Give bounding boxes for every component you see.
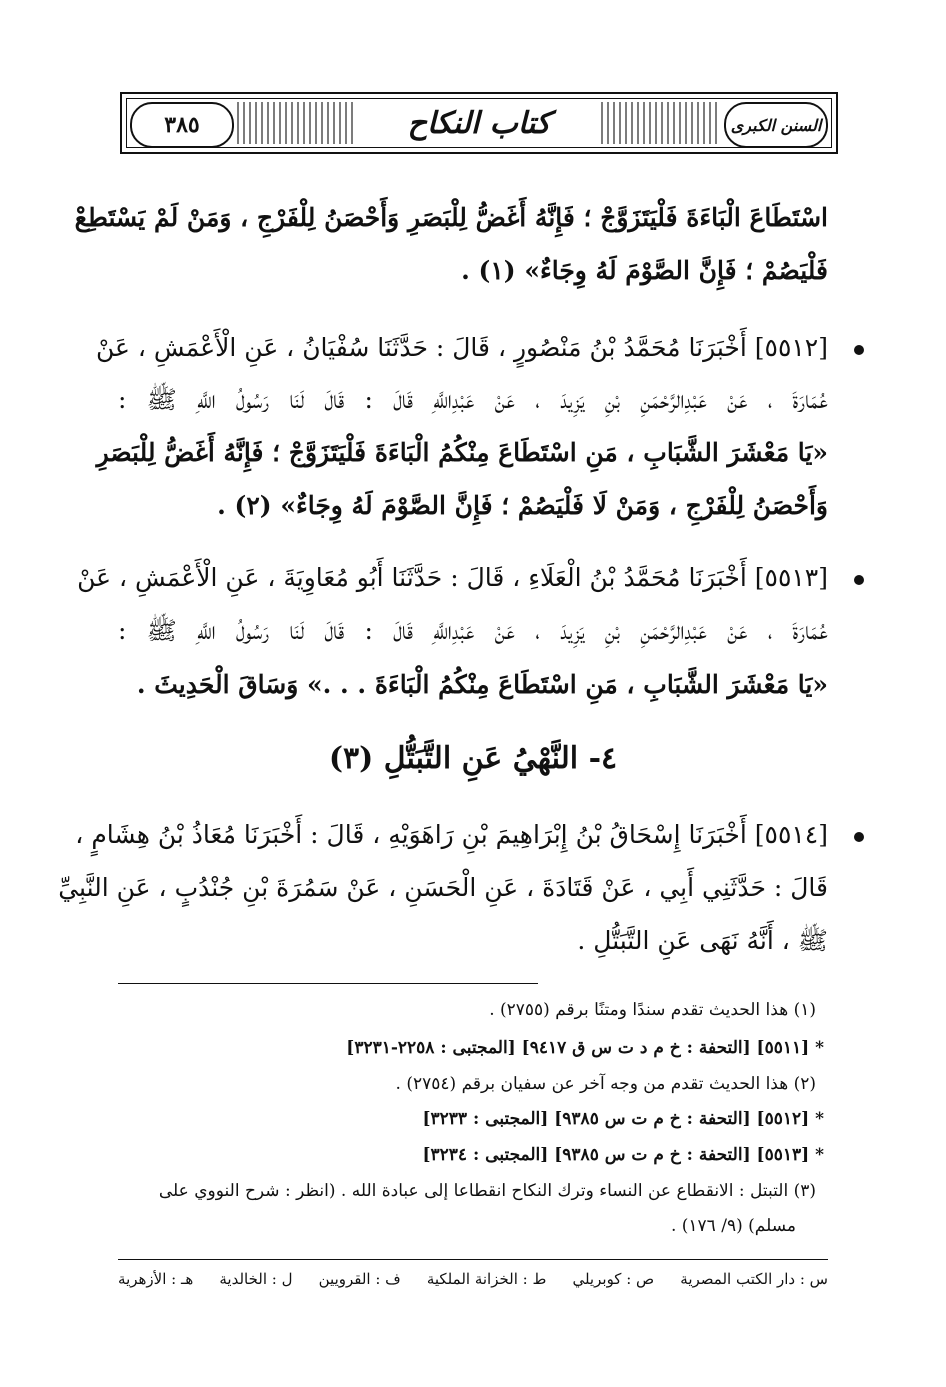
text-line: وَأَحْصَنُ لِلْفَرْجِ ، وَمَنْ لَا فَلْيَصُمْ ؛ فَإِنَّ الصَّوْمَ لَهُ وِجَاءٌ» (٢) . xyxy=(217,491,828,520)
footnote-separator xyxy=(118,983,538,984)
section-heading: ٤- النَّهْيُ عَنِ التَّبَتُّلِ (٣) xyxy=(328,741,618,776)
book-title: كتاب النكاح xyxy=(407,105,551,141)
siglum: ف : القرويين xyxy=(318,1270,401,1288)
ornament-left xyxy=(237,102,357,144)
book-logo: السنن الكبرى xyxy=(724,102,828,148)
manuscript-sigla xyxy=(118,1270,828,1288)
siglum: ط : الخزانة الملكية xyxy=(426,1270,547,1288)
text-line: «يَا مَعْشَرَ الشَّبَابِ ، مَنِ اسْتَطَاعَ مِنْكُمُ الْبَاءَةَ . . .» وَسَاقَ الْحَدِيثَ . xyxy=(136,670,828,699)
footnote: * [٥٥١٣] [التحفة : خ م ت س ٩٣٨٥] [المجتبى : ٣٢٣٤] xyxy=(422,1145,824,1165)
bullet xyxy=(854,345,864,355)
bullet xyxy=(854,575,864,585)
footnote: (٢) هذا الحديث تقدم من وجه آخر عن سفيان برقم (٢٧٥٤) . xyxy=(395,1074,816,1094)
footnote: (٣) التبتل : الانقطاع عن النساء وترك النكاح انقطاعا إلى عبادة الله . (انظر : شرح النووي على xyxy=(158,1181,816,1201)
footnote: * [٥٥١١] [التحفة : خ م د ت س ق ٩٤١٧] [المجتبى : ٢٢٥٨-٣٢٣١] xyxy=(346,1038,824,1058)
page-number: ٣٨٥ xyxy=(130,102,234,148)
text-line: «يَا مَعْشَرَ الشَّبَابِ ، مَنِ اسْتَطَاعَ مِنْكُمُ الْبَاءَةَ فَلْيَتَزَوَّجْ ؛ فَإِنَّهُ أَغَضُّ لِلْبَصَرِ xyxy=(96,438,828,467)
sigla-separator xyxy=(118,1259,828,1260)
siglum: س : دار الكتب المصرية xyxy=(680,1270,828,1288)
text-line: عُمَارَةَ ، عَنْ عَبْدِالرَّحْمَنِ بْنِ يَزِيدَ ، عَنْ عَبْدِاللَّهِ قَالَ : قَالَ لَنَا رَسُولُ اللَّهِ ﷺ : xyxy=(118,385,828,414)
text-line: قَالَ : حَدَّثَنِي أَبِي ، عَنْ قَتَادَةَ ، عَنِ الْحَسَنِ ، عَنْ سَمُرَةَ بْنِ جُنْدُبٍ ، عَنِ النَّبِيِّ xyxy=(58,873,828,902)
page-header xyxy=(120,92,838,154)
footnote: * [٥٥١٢] [التحفة : خ م ت س ٩٣٨٥] [المجتبى : ٣٢٣٣] xyxy=(422,1109,824,1129)
siglum: ص : كوبريلي xyxy=(572,1270,655,1288)
text-line: فَلْيَصُمْ ؛ فَإِنَّ الصَّوْمَ لَهُ وِجَاءٌ» (١) . xyxy=(461,256,828,285)
siglum: ل : الخالدية xyxy=(219,1270,293,1288)
text-line: اسْتَطَاعَ الْبَاءَةَ فَلْيَتَزَوَّجْ ؛ فَإِنَّهُ أَغَضُّ لِلْبَصَرِ وَأَحْصَنُ لِلْفَرْجِ ، وَمَنْ لَمْ يَسْتَطِعْ xyxy=(74,203,828,232)
footnote: مسلم) (٩/ ١٧٦) . xyxy=(670,1216,796,1236)
text-line: ﷺ ، أَنَّهُ نَهَى عَنِ التَّبَتُّلِ . xyxy=(577,926,828,955)
text-line: عُمَارَةَ ، عَنْ عَبْدِالرَّحْمَنِ بْنِ يَزِيدَ ، عَنْ عَبْدِاللَّهِ قَالَ : قَالَ لَنَا رَسُولُ اللَّهِ ﷺ : xyxy=(118,616,828,645)
text-line: [٥٥١٤] أَخْبَرَنَا إِسْحَاقُ بْنُ إِبْرَاهِيمَ بْنِ رَاهَوَيْهِ ، قَالَ : أَخْبَرَنَا مُعَاذُ بْنُ هِشَامٍ ، xyxy=(75,820,828,849)
siglum: هـ : الأزهرية xyxy=(118,1270,194,1288)
ornament-right xyxy=(601,102,721,144)
footnote: (١) هذا الحديث تقدم سندًا ومتنًا برقم (٢٧٥٥) . xyxy=(489,1000,816,1020)
text-line: [٥٥١٣] أَخْبَرَنَا مُحَمَّدُ بْنُ الْعَلَاءِ ، قَالَ : حَدَّثَنَا أَبُو مُعَاوِيَةَ ، عَنِ الْأَعْمَشِ ، عَنْ xyxy=(77,563,828,592)
bullet xyxy=(854,832,864,842)
text-line: [٥٥١٢] أَخْبَرَنَا مُحَمَّدُ بْنُ مَنْصُورٍ ، قَالَ : حَدَّثَنَا سُفْيَانُ ، عَنِ الْأَعْمَشِ ، عَنْ xyxy=(95,333,828,362)
